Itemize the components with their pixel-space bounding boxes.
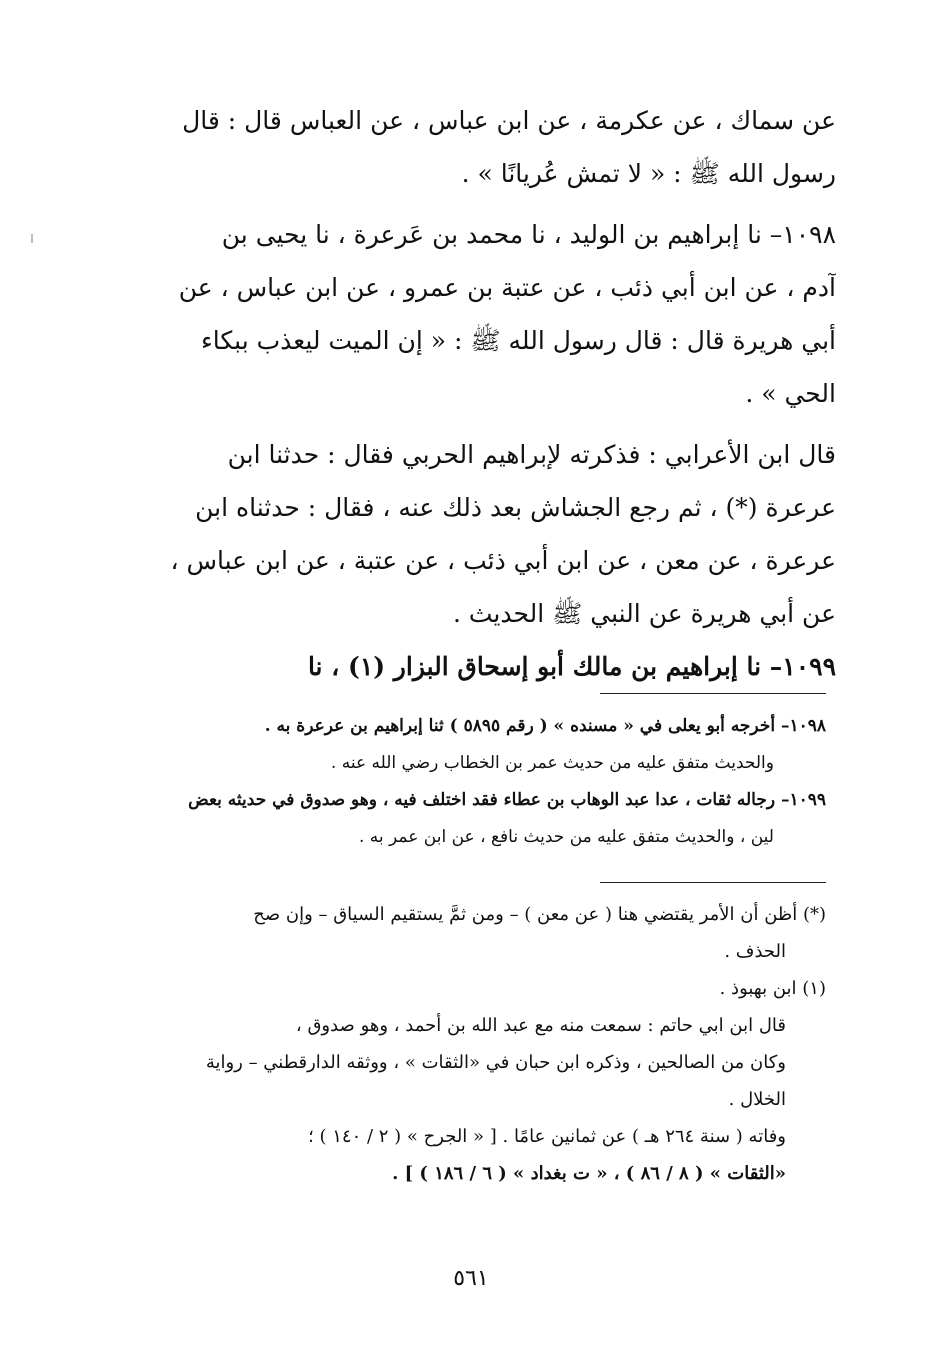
editor-note-line: (١) ابن بهبوذ . bbox=[719, 978, 826, 999]
main-line: قال ابن الأعرابي : فذكرته لإبراهيم الحربي فقال : حدثنا ابن bbox=[227, 440, 836, 469]
main-line: آدم ، عن ابن أبي ذئب ، عن عتبة بن عمرو ، عن ابن عباس ، عن bbox=[178, 273, 836, 302]
editor-note-line: (*) أظن أن الأمر يقتضي هنا ( عن معن ) – ومن ثمَّ يستقيم السياق – وإن صح bbox=[253, 904, 826, 925]
editor-note-line: الخلال . bbox=[728, 1089, 786, 1110]
editor-note-line: وكان من الصالحين ، وذكره ابن حبان في «الثقات » ، ووثقه الدارقطني – رواية bbox=[205, 1052, 786, 1073]
numbered-footnotes bbox=[120, 708, 826, 856]
hadith-1098-line: ١٠٩٨– نا إبراهيم بن الوليد ، نا محمد بن عَرعرة ، نا يحيى بن bbox=[221, 220, 836, 249]
hadith-1099-line: ١٠٩٩– نا إبراهيم بن مالك أبو إسحاق البزار (١) ، نا bbox=[307, 652, 836, 681]
footnote-line: ١٠٩٩– رجاله ثقات ، عدا عبد الوهاب بن عطاء فقد اختلف فيه ، وهو صدوق في حديثه بعض bbox=[188, 790, 826, 810]
footnote-line: ١٠٩٨– أخرجه أبو يعلى في « مسنده » ( رقم ٥٨٩٥ ) ثنا إبراهيم بن عرعرة به . bbox=[264, 716, 826, 736]
footnote-separator bbox=[600, 693, 826, 694]
main-line: عن أبي هريرة عن النبي ﷺ الحديث . bbox=[452, 599, 836, 628]
main-line: عرعرة ، عن معن ، عن ابن أبي ذئب ، عن عتبة ، عن ابن عباس ، bbox=[170, 546, 836, 575]
main-line: الحي » . bbox=[745, 379, 836, 408]
editor-note-line: وفاته ( سنة ٢٦٤ هـ ) عن ثمانين عامًا . [ « الجرح » ( ٢ / ١٤٠ ) ؛ bbox=[308, 1126, 786, 1147]
page-number: ٥٦١ bbox=[453, 1266, 489, 1291]
margin-mark bbox=[31, 234, 33, 243]
editor-notes bbox=[120, 896, 826, 1192]
main-line: عرعرة (*) ، ثم رجع الجشاش بعد ذلك عنه ، فقال : حدثناه ابن bbox=[195, 493, 836, 522]
editor-note-separator bbox=[600, 882, 826, 883]
editor-note-line: «الثقات » ( ٨ / ٨٦ ) ، « ت بغداد » ( ٦ / ١٨٦ ) ] . bbox=[392, 1163, 786, 1184]
editor-note-line: الحذف . bbox=[724, 941, 786, 962]
footnote-line: لين ، والحديث متفق عليه من حديث نافع ، عن ابن عمر به . bbox=[358, 827, 774, 847]
footnote-line: والحديث متفق عليه من حديث عمر بن الخطاب رضي الله عنه . bbox=[330, 753, 774, 773]
main-line: أبي هريرة قال : قال رسول الله ﷺ : « إن الميت ليعذب ببكاء bbox=[201, 326, 836, 355]
editor-note-line: قال ابن ابي حاتم : سمعت منه مع عبد الله بن أحمد ، وهو صدوق ، bbox=[295, 1015, 786, 1036]
main-text bbox=[130, 94, 836, 693]
main-line: رسول الله ﷺ : « لا تمش عُريانًا » . bbox=[461, 159, 836, 188]
main-line: عن سماك ، عن عكرمة ، عن ابن عباس ، عن العباس قال : قال bbox=[182, 106, 836, 135]
